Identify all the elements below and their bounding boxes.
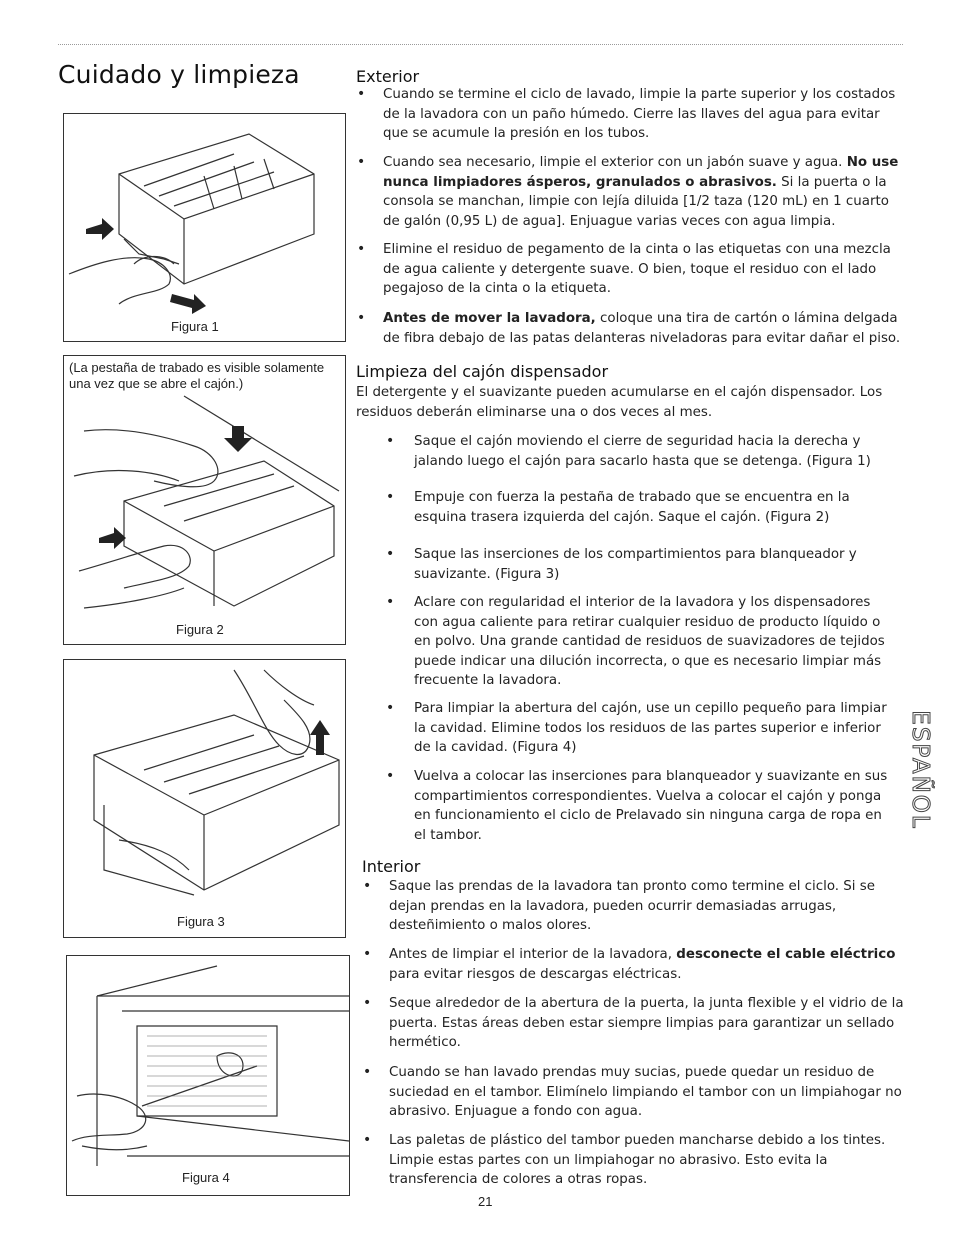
bullet-dot: •	[363, 1132, 372, 1148]
bullet-dot: •	[357, 310, 366, 326]
dispenser-bullet-6: • Vuelva a colocar las inserciones para blanqueador y suavizante en sus compartimientos correspondientes. Vuelva a colocar el cajón y ponga en funcionamiento el ciclo de Prelavado sin ninguna carga de ropa en el tambor.	[386, 768, 888, 843]
figure-2-caption: Figura 2	[176, 622, 224, 637]
exterior-heading: Exterior	[356, 67, 420, 86]
drawer-pull-illustration	[64, 114, 345, 341]
page-number: 21	[478, 1194, 493, 1209]
bullet-dot: •	[386, 546, 395, 562]
interior-bullet-5: • Las paletas de plástico del tambor pueden mancharse debido a los tintes. Limpie estas partes con un limpiahogar no abrasivo. Esto evita la transferencia de colores a otras ropas.	[363, 1132, 886, 1187]
figure-1-caption: Figura 1	[171, 319, 219, 334]
exterior-bullet-3: • Elimine el residuo de pegamento de la cinta o las etiquetas con una mezcla de agua caliente y detergente suave. O bien, toque el residuo con el lado pegajoso de la cinta o la etiqueta.	[357, 241, 891, 296]
interior-bullet-4: • Cuando se han lavado prendas muy sucias, puede quedar un residuo de suciedad en el tambor. Elimínelo limpiando el tambor con un limpiahogar no abrasivo. Enjuague a fondo con agua.	[363, 1064, 902, 1119]
page-title: Cuidado y limpieza	[58, 60, 300, 89]
interior-bullet-1: • Saque las prendas de la lavadora tan pronto como termine el ciclo. Si se dejan prendas en la lavadora, pueden ocurrir demasiadas arrugas, desteñimiento o malos olores.	[363, 878, 875, 933]
figure-4-caption: Figura 4	[182, 1170, 230, 1185]
bullet-dot: •	[357, 154, 366, 170]
top-rule	[58, 44, 903, 45]
figure-4	[66, 955, 350, 1196]
drawer-removal-illustration	[64, 356, 345, 644]
dispenser-bullet-5: • Para limpiar la abertura del cajón, use un cepillo pequeño para limpiar la cavidad. Elimine todos los residuos de las partes superior e inferior de la cavidad. (Figura 4)	[386, 700, 887, 755]
language-side-tab-label: ESPAÑOL	[907, 710, 933, 830]
figure-3-caption: Figura 3	[177, 914, 225, 929]
exterior-bullet-1: • Cuando se termine el ciclo de lavado, limpie la parte superior y los costados de la lavadora con un paño húmedo. Cierre las llaves del agua para evitar que se acumule la presión en los tubos.	[357, 86, 896, 141]
figure-1	[63, 113, 346, 342]
interior-heading: Interior	[362, 857, 421, 876]
dispenser-bullet-4: • Aclare con regularidad el interior de la lavadora y los dispensadores con agua caliente para retirar cualquier residuo de producto líquido o en polvo. Una grande cantidad de residuos de suavizadores de tejidos puede indicar una dilución incorrecta, o que es necesario limpiar más frecuente la lavadora.	[386, 594, 885, 688]
insert-removal-illustration	[64, 660, 345, 937]
figure-2	[63, 355, 346, 645]
bullet-dot: •	[357, 86, 366, 102]
dispenser-bullet-3: • Saque las inserciones de los compartimientos para blanqueador y suavizante. (Figura 3)	[386, 546, 857, 582]
exterior-bullet-2: • Cuando sea necesario, limpie el exterior con un jabón suave y agua. No use nunca limpiadores ásperos, granulados o abrasivos. Si la puerta o la consola se manchan, limpie con lejía diluida [1/2 taza (120 mL) en 1 cuarto de galón (0,95 L) de agua]. Enjuague varias veces con agua limpia.	[357, 154, 899, 229]
bullet-dot: •	[386, 489, 395, 505]
bullet-dot: •	[386, 768, 395, 784]
bullet-dot: •	[363, 995, 372, 1011]
dispenser-heading: Limpieza del cajón dispensador	[356, 362, 609, 381]
exterior-bullet-4: • Antes de mover la lavadora, coloque una tira de cartón o lámina delgada de fibra debajo de las patas delanteras niveladoras para evitar dañar el piso.	[357, 310, 901, 346]
bullet-dot: •	[363, 946, 372, 962]
interior-bullet-2: • Antes de limpiar el interior de la lavadora, desconecte el cable eléctrico para evitar riesgos de descargas eléctricas.	[363, 946, 896, 982]
interior-bullet-3: • Seque alrededor de la abertura de la puerta, la junta flexible y el vidrio de la puerta. Estas áreas deben estar siempre limpias para garantizar un sellado hermético.	[363, 995, 904, 1050]
cavity-brush-illustration	[67, 956, 349, 1195]
bullet-dot: •	[357, 241, 366, 257]
language-side-tab	[905, 706, 935, 834]
bullet-dot: •	[363, 1064, 372, 1080]
bullet-dot: •	[386, 594, 395, 610]
dispenser-bullet-1: • Saque el cajón moviendo el cierre de seguridad hacia la derecha y jalando luego el cajón para sacarlo hasta que se detenga. (Figura 1)	[386, 433, 871, 469]
dispenser-bullet-2: • Empuje con fuerza la pestaña de trabado que se encuentra en la esquina trasera izquierda del cajón. Saque el cajón. (Figura 2)	[386, 489, 850, 525]
dispenser-intro: El detergente y el suavizante pueden acumularse en el cajón dispensador. Los residuos deberán eliminarse una o dos veces al mes.	[356, 385, 883, 420]
figure-3	[63, 659, 346, 938]
figure-2-note: (La pestaña de trabado es visible solamente una vez que se abre el cajón.)	[69, 360, 325, 391]
bullet-dot: •	[386, 433, 395, 449]
bullet-dot: •	[386, 700, 395, 716]
bullet-dot: •	[363, 878, 372, 894]
